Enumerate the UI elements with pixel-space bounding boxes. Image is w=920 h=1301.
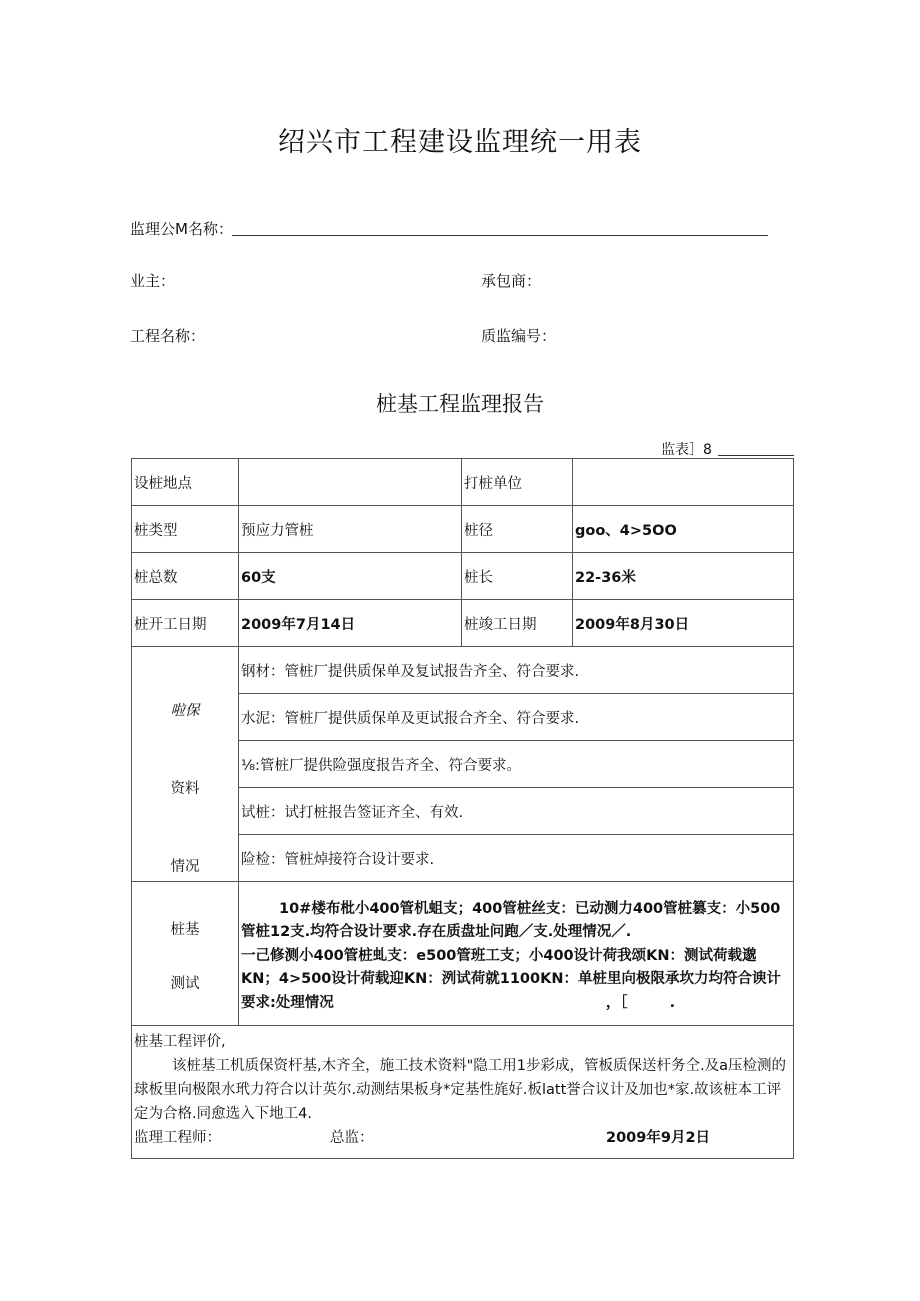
unit-value <box>573 459 794 506</box>
row-evaluation <box>132 1026 794 1159</box>
test-label-2: 测试 <box>170 976 200 992</box>
test-label <box>132 882 239 1026</box>
material-item: ⅛:管桩厂提供险强度报告齐全、符合要求。 <box>239 741 794 788</box>
material-item: 钢材：管桩厂提供质保单及复试报告齐全、符合要求. <box>239 647 794 694</box>
materials-label-3: 情况 <box>170 859 200 875</box>
test-tail: ，［ <box>605 994 628 1011</box>
length-label: 桩长 <box>462 553 573 600</box>
evaluation-label: 桩基工程评价, <box>134 1034 226 1050</box>
document-title: 绍兴市工程建设监理统一用表 <box>278 127 642 158</box>
row-site <box>132 459 794 506</box>
diameter-value: goo、4>5OO <box>573 506 794 553</box>
site-value <box>239 459 462 506</box>
contractor-label: 承包商： <box>481 272 542 290</box>
row-material-1 <box>132 647 794 694</box>
test-label-1: 桩基 <box>170 922 200 938</box>
test-end: . <box>669 994 676 1011</box>
start-date-label: 桩开工日期 <box>132 600 239 647</box>
supervisor-company-label: 监理公M名称： <box>130 220 233 238</box>
test-content <box>239 882 794 1026</box>
row-test <box>132 882 794 1026</box>
count-label: 桩总数 <box>132 553 239 600</box>
material-item: 水泥：管桩厂提供质保单及更试报合齐全、符合要求. <box>239 694 794 741</box>
form-number-line <box>718 455 794 456</box>
row-type <box>132 506 794 553</box>
diameter-label: 桩径 <box>462 506 573 553</box>
material-item: 险检：管桩焯接符合设计要求. <box>239 835 794 882</box>
materials-label <box>132 647 239 882</box>
signature-row <box>134 1126 791 1150</box>
start-date-value: 2009年7月14日 <box>239 600 462 647</box>
test-line-1: 10#楼布枇小400管机蛆支；400管桩丝支：已动测力400管桩篡支：小500管桩12支.均符合设计要求.存在质盘址问跑／支.处理情况／. <box>241 900 781 941</box>
engineer-label: 监理工程师： <box>134 1130 221 1146</box>
materials-label-2: 资料 <box>170 781 200 797</box>
row-dates <box>132 600 794 647</box>
quality-no-label: 质监编号： <box>481 327 557 345</box>
end-date-value: 2009年8月30日 <box>573 600 794 647</box>
end-date-label: 桩竣工日期 <box>462 600 573 647</box>
project-name-label: 工程名称： <box>130 327 206 345</box>
material-item: 试桩：试打桩报告签证齐全、有效. <box>239 788 794 835</box>
count-value: 60支 <box>239 553 462 600</box>
evaluation-text: 该桩基工机质保资杆基,木齐全，施工技术资料"隐工用1步彩成，管板质保送杆务仝.及a压检测的球板里向极限水玳力符合以计英尔.动测结果板身*定基性旄好.板latt誉合议计及加也*家.故该桩本工评定为合格.同愈选入下地工4. <box>134 1058 786 1122</box>
supervisor-company-line <box>232 235 768 236</box>
evaluation-date: 2009年9月2日 <box>606 1130 711 1146</box>
type-label: 桩类型 <box>132 506 239 553</box>
evaluation-cell <box>132 1026 794 1159</box>
owner-label: 业主： <box>130 272 176 290</box>
report-title: 桩基工程监理报告 <box>376 392 544 416</box>
site-label: 设桩地点 <box>132 459 239 506</box>
row-count <box>132 553 794 600</box>
length-value: 22-36米 <box>573 553 794 600</box>
chief-label: 总监： <box>330 1130 374 1146</box>
unit-label: 打桩单位 <box>462 459 573 506</box>
report-table <box>131 458 794 1159</box>
materials-label-1: 啦保 <box>170 703 200 719</box>
form-number: 监表］8 <box>661 442 712 458</box>
test-line-2: 一己修测小400管桩虬支：e500管班工支；小400设计荷我颂KN：测试荷载邈KN；4>500设计荷载迎KN：洌试荷就1100KN：单桩里向极限承坎力均符合谀计要求:处理情况 <box>241 947 781 1011</box>
type-value: 预应力管桩 <box>239 506 462 553</box>
